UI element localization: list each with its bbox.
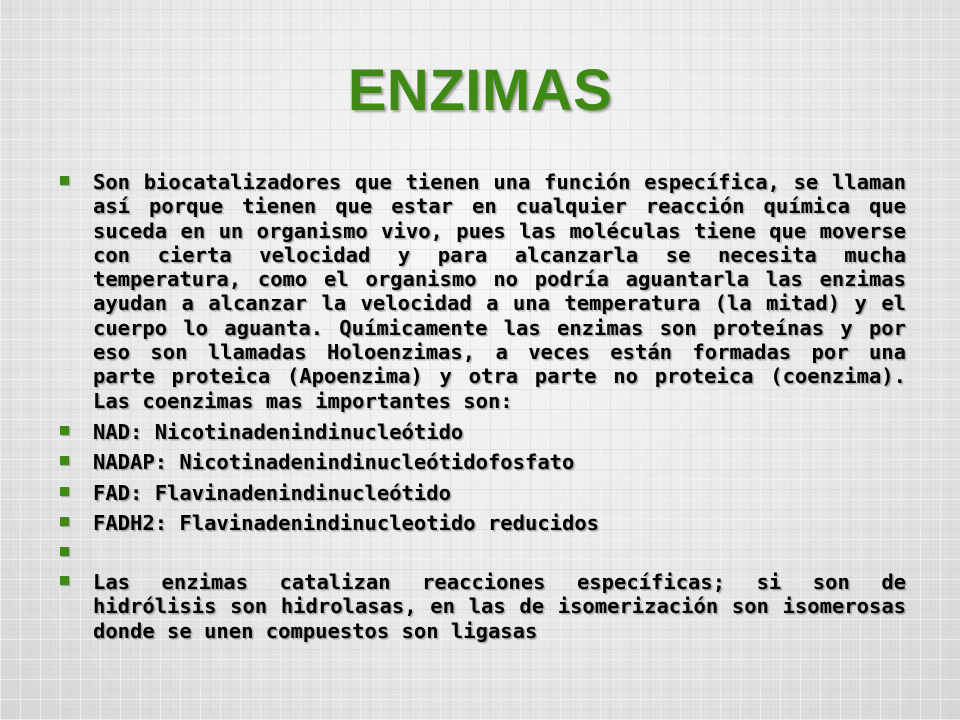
square-bullet-icon bbox=[60, 547, 69, 556]
bullet-item-reactions bbox=[58, 570, 906, 643]
square-bullet-icon bbox=[60, 487, 69, 496]
bullet-text: Las enzimas catalizan reacciones específicas; si son de hidrólisis son hidrolasas, en las de isomerización son isomerosas donde se unen compuestos son ligasas bbox=[93, 570, 906, 643]
bullet-text: FAD: Flavinadenindinucleótido bbox=[93, 480, 451, 505]
square-bullet-icon bbox=[60, 176, 69, 185]
bullet-item-empty bbox=[58, 541, 906, 565]
square-bullet-icon bbox=[60, 456, 69, 465]
bullet-item-fad bbox=[58, 481, 906, 505]
bullet-item-nad bbox=[58, 420, 906, 444]
bullet-text: FADH2: Flavinadenindinucleotido reducidos bbox=[93, 510, 600, 535]
bullet-item-fadh2 bbox=[58, 511, 906, 535]
square-bullet-icon bbox=[60, 517, 69, 526]
bullet-text: NADAP: Nicotinadenindinucleótidofosfato bbox=[93, 450, 575, 475]
bullet-item-definition bbox=[58, 170, 906, 413]
square-bullet-icon bbox=[60, 426, 69, 435]
square-bullet-icon bbox=[60, 576, 69, 585]
bullet-item-nadap bbox=[58, 450, 906, 474]
bullet-text: NAD: Nicotinadenindinucleótido bbox=[93, 419, 464, 444]
bullet-text: Son biocatalizadores que tienen una función específica, se llaman así porque tienen que estar en cualquier reacción química que suceda en un organismo vivo, pues las moléculas tiene que moverse con cierta velocidad y para alcanzarla se necesita mucha temperatura, como el organismo no podría aguantarla las enzimas ayudan a alcanzar la velocidad a una temperatura (la mitad) y el cuerpo lo aguanta. Químicamente las enzimas son proteínas y por eso son llamadas Holoenzimas, a veces están formadas por una parte proteica (Apoenzima) y otra parte no proteica (coenzima). Las coenzimas mas importantes son: bbox=[93, 170, 906, 413]
bullet-list bbox=[58, 170, 906, 648]
slide-title: ENZIMAS bbox=[347, 58, 613, 123]
